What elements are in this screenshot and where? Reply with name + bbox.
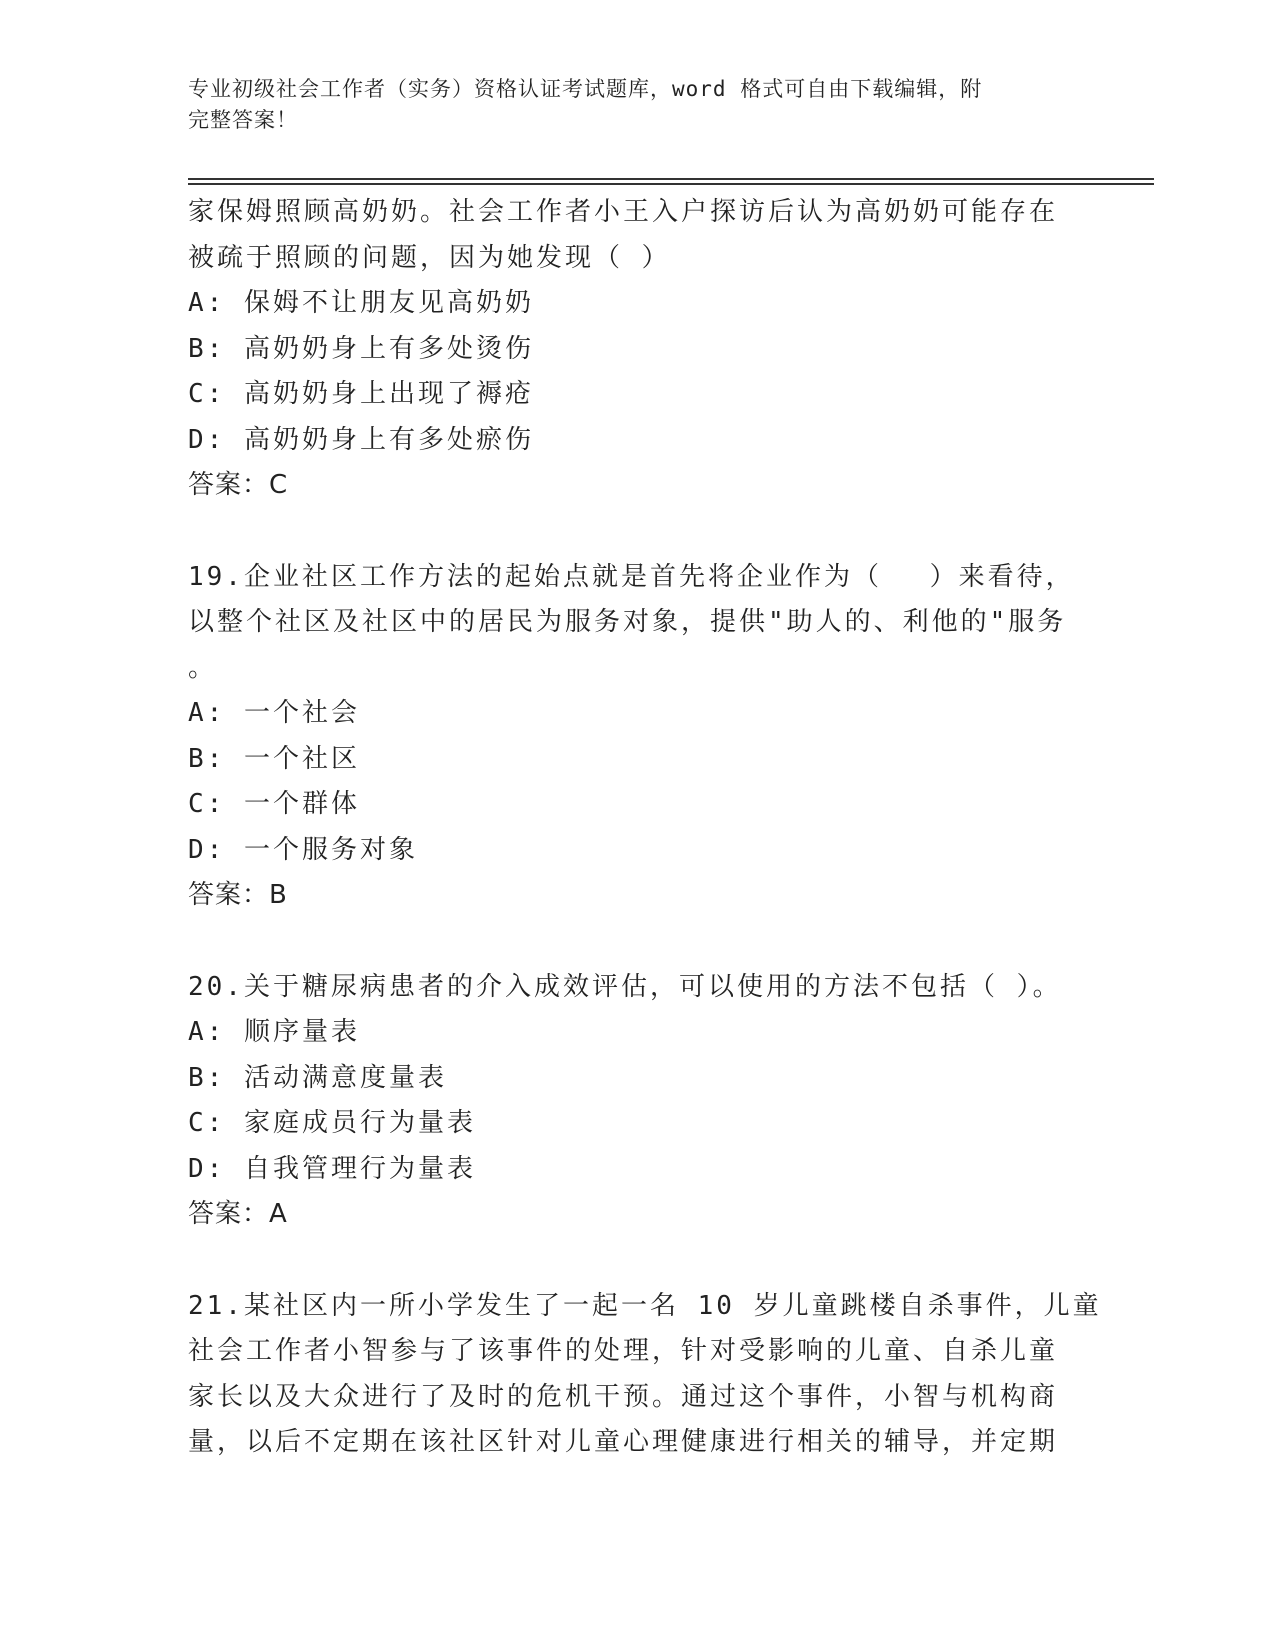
option-b: B: 高奶奶身上有多处烫伤 [188,333,534,364]
question-text-line: 社会工作者小智参与了该事件的处理，针对受影响的儿童、自杀儿童 [188,1336,1059,1366]
spacer [188,509,1068,555]
option-b: B: 一个社区 [188,743,360,774]
answer-label: 答案：A [188,1199,288,1229]
question-text-line: 21.某社区内一所小学发生了一起一名 10 岁儿童跳楼自杀事件，儿童 [188,1290,1102,1321]
header-line-2: 完整答案！ [188,108,298,132]
question-text-line: 以整个社区及社区中的居民为服务对象，提供"助人的、利他的"服务 [188,607,1067,637]
option-d: D: 自我管理行为量表 [188,1153,476,1184]
header-divider-top [188,178,1154,180]
option-d: D: 高奶奶身上有多处瘀伤 [188,424,534,455]
question-text-line: 20.关于糖尿病患者的介入成效评估，可以使用的方法不包括（ ）。 [188,971,1062,1002]
question-text-line: 19.企业社区工作方法的起始点就是首先将企业作为（ ）来看待， [188,561,1075,592]
option-a: A: 保姆不让朋友见高奶奶 [188,288,534,318]
question-19 [188,555,1075,919]
spacer [188,919,1068,965]
question-text-line: 家长以及大众进行了及时的危机干预。通过这个事件，小智与机构商 [188,1381,1059,1412]
document-header [188,74,1088,136]
question-18 [188,190,1068,509]
header-line-1: 专业初级社会工作者（实务）资格认证考试题库，word 格式可自由下载编辑，附 [188,77,983,101]
spacer [188,1238,1068,1284]
question-text-line: 。 [188,652,218,683]
option-c: C: 高奶奶身上出现了褥疮 [188,379,534,409]
option-a: A: 顺序量表 [188,1017,360,1047]
question-text-line: 被疏于照顾的问题，因为她发现（ ） [188,242,671,273]
question-list [188,190,1102,1466]
question-20 [188,965,1068,1238]
option-c: C: 一个群体 [188,789,360,819]
answer-label: 答案：B [188,880,288,910]
answer-label: 答案：C [188,470,289,500]
option-d: D: 一个服务对象 [188,834,418,865]
header-divider-bottom [188,183,1154,185]
option-c: C: 家庭成员行为量表 [188,1108,476,1138]
question-text-line: 量，以后不定期在该社区针对儿童心理健康进行相关的辅导，并定期 [188,1427,1059,1457]
option-a: A: 一个社会 [188,698,360,728]
question-21 [188,1284,1102,1466]
question-text-line: 家保姆照顾高奶奶。社会工作者小王入户探访后认为高奶奶可能存在 [188,197,1059,227]
option-b: B: 活动满意度量表 [188,1062,447,1093]
